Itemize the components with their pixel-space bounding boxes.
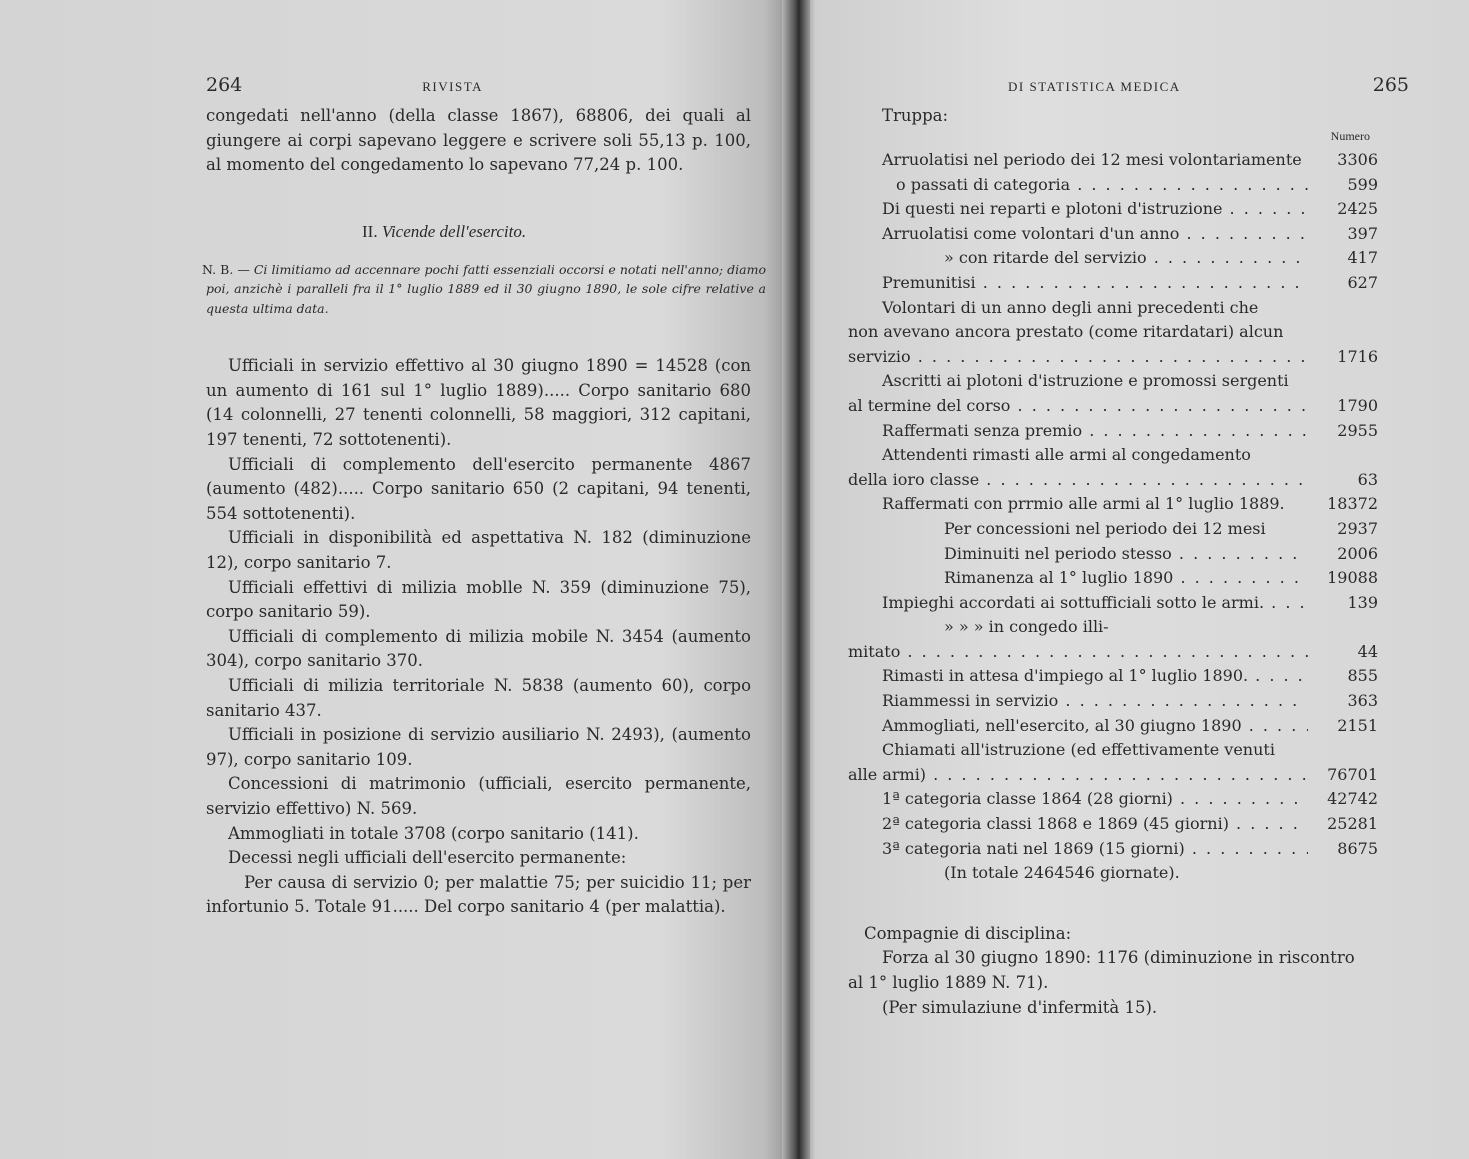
left-running-title: RIVISTA bbox=[422, 79, 484, 94]
row-value: 627 bbox=[1347, 272, 1378, 292]
row-label: 1ª categoria classe 1864 (28 giorni) . . . bbox=[848, 787, 1308, 812]
row-label: Ascritti ai plotoni d'istruzione e promossi sergenti bbox=[882, 371, 1289, 391]
row-value: 3306 bbox=[1337, 150, 1378, 169]
row-label: mitato . . . bbox=[848, 640, 1308, 665]
stats-table bbox=[848, 148, 1378, 886]
table-row bbox=[848, 714, 1378, 739]
row-label: Raffermati con prrmio alle armi al 1° luglio 1889. bbox=[882, 494, 1285, 514]
section-number: II. bbox=[362, 221, 378, 241]
table-row bbox=[848, 615, 1378, 640]
table-row bbox=[848, 246, 1378, 271]
table-row bbox=[848, 517, 1378, 542]
row-label: non avevano ancora prestato (come ritardatari) alcun bbox=[848, 322, 1284, 342]
table-row bbox=[848, 320, 1378, 345]
paragraph: Ufficiali di complemento di milizia mobile N. 3454 (aumento 304), corpo sanitario 370. bbox=[206, 626, 751, 671]
row-value: 2937 bbox=[1337, 518, 1378, 538]
row-value: 25281 bbox=[1327, 814, 1378, 834]
row-label: Diminuiti nel periodo stesso . . . bbox=[848, 542, 1308, 567]
nb-text: Ci limitiamo ad accennare pochi fatti essenziali occorsi e notati nell'anno; diamo poi, anzichè i paralleli fra il 1° luglio 1889 ed il 30 giugno 1890, le sole cifre relative a questa ultima data. bbox=[206, 261, 766, 316]
paragraph: Ammogliati in totale 3708 (corpo sanitario (141). bbox=[228, 823, 639, 843]
table-row bbox=[848, 271, 1378, 296]
row-value: 1716 bbox=[1337, 346, 1378, 366]
paragraph: Ufficiali di milizia territoriale N. 5838 (aumento 60), corpo sanitario 437. bbox=[206, 676, 751, 720]
right-page bbox=[800, 0, 1469, 1159]
row-label: Chiamati all'istruzione (ed effettivamente venuti bbox=[882, 740, 1275, 760]
table-row bbox=[848, 837, 1378, 862]
row-label: Arruolatisi come volontari d'un anno . . . bbox=[848, 222, 1308, 247]
numero-header: Numero bbox=[1330, 129, 1370, 143]
row-value: 2151 bbox=[1337, 715, 1378, 735]
left-text-block bbox=[202, 104, 766, 920]
table-row bbox=[848, 787, 1378, 812]
row-label: » con ritarde del servizio . . . bbox=[848, 246, 1308, 271]
row-label: Ammogliati, nell'esercito, al 30 giugno 1890 . . . bbox=[848, 714, 1308, 739]
paragraph: Ufficiali in servizio effettivo al 30 giugno 1890 = 14528 (con un aumento di 161 sul 1° luglio 1889)..... Corpo sanitario 680 (14 colonnelli, 27 tenenti colonnelli, 58 maggiori, 312 capitani, 197 tenenti, 72 sottotenenti). bbox=[206, 356, 751, 450]
row-label: alle armi) . . . bbox=[848, 763, 1308, 788]
table-row bbox=[848, 419, 1378, 444]
row-value: 417 bbox=[1347, 248, 1378, 268]
row-value: 599 bbox=[1347, 174, 1378, 194]
left-page-number: 264 bbox=[206, 74, 243, 96]
row-label: 2ª categoria classi 1868 e 1869 (45 giorni) . . . bbox=[848, 812, 1308, 837]
paragraph: Decessi negli ufficiali dell'esercito permanente: bbox=[228, 848, 627, 868]
table-row bbox=[848, 591, 1378, 616]
table-row bbox=[848, 763, 1378, 788]
paragraph: Ufficiali in disponibilità ed aspettativa N. 182 (diminuzione 12), corpo sanitario 7. bbox=[206, 528, 751, 573]
table-row bbox=[848, 566, 1378, 591]
row-label: Premunitisi . . . bbox=[848, 271, 1308, 296]
table-row bbox=[848, 222, 1378, 247]
paragraph: Ufficiali effettivi di milizia moblle N. 359 (diminuzione 75), corpo sanitario 59). bbox=[206, 577, 751, 622]
row-value: 44 bbox=[1357, 641, 1378, 661]
row-label: Rimanenza al 1° luglio 1890 . . . bbox=[848, 566, 1308, 591]
table-row bbox=[848, 542, 1378, 567]
row-label: » » » in congedo illi- bbox=[944, 617, 1109, 637]
paragraph: Ufficiali in posizione di servizio ausiliario N. 2493), (aumento 97), corpo sanitario 109. bbox=[206, 725, 751, 769]
row-value: 1790 bbox=[1337, 395, 1378, 415]
row-label: della ioro classe . . . bbox=[848, 468, 1308, 493]
row-label: servizio . . . bbox=[848, 345, 1308, 370]
section-heading bbox=[362, 222, 760, 242]
row-label: Rimasti in attesa d'impiego al 1° luglio 1890. . . . bbox=[848, 664, 1308, 689]
table-row bbox=[848, 148, 1378, 173]
row-label: Volontari di un anno degli anni precedenti che bbox=[882, 297, 1259, 317]
table-row bbox=[848, 664, 1378, 689]
nb-label: N. B. — bbox=[202, 261, 250, 277]
table-row bbox=[848, 369, 1378, 394]
row-label: Impieghi accordati ai sottufficiali sotto le armi. . . . bbox=[848, 591, 1308, 616]
paragraph: Ufficiali di complemento dell'esercito permanente 4867 (aumento (482)..... Corpo sanitario 650 (2 capitani, 94 tenenti, 554 sottotenenti). bbox=[206, 454, 751, 523]
discipline-line: (Per simulaziune d'infermità 15). bbox=[882, 997, 1158, 1017]
row-value: 2425 bbox=[1337, 199, 1378, 219]
table-row bbox=[848, 173, 1378, 198]
row-value: 42742 bbox=[1327, 789, 1378, 809]
discipline-title: Compagnie di disciplina: bbox=[864, 923, 1072, 943]
nota-bene bbox=[202, 260, 766, 319]
row-label: Raffermati senza premio . . . bbox=[848, 419, 1308, 444]
discipline-line: Forza al 30 giugno 1890: 1176 (diminuzione in riscontro bbox=[882, 948, 1355, 968]
intro-paragraph: congedati nell'anno (della classe 1867), 68806, dei quali al giungere ai corpi sapevano leggere e scrivere soli 55,13 p. 100, al momento del congedamento lo sapevano 77,24 p. 100. bbox=[206, 106, 751, 175]
row-value: 19088 bbox=[1327, 568, 1378, 588]
row-label: al termine del corso . . . bbox=[848, 394, 1308, 419]
paragraph: Concessioni di matrimonio (ufficiali, esercito permanente, servizio effettivo) N. 569. bbox=[206, 774, 751, 818]
row-value: 363 bbox=[1347, 691, 1378, 711]
discipline-block bbox=[848, 922, 1409, 1020]
table-row bbox=[848, 443, 1378, 468]
table-row bbox=[848, 640, 1378, 665]
right-page-number: 265 bbox=[1372, 74, 1409, 96]
row-label: Di questi nei reparti e plotoni d'istruzione . . . bbox=[848, 197, 1308, 222]
left-running-head bbox=[206, 74, 746, 96]
row-value: 855 bbox=[1347, 666, 1378, 686]
row-value: 139 bbox=[1347, 592, 1378, 612]
table-row bbox=[848, 394, 1378, 419]
table-row bbox=[848, 492, 1378, 517]
right-running-title: DI STATISTICA MEDICA bbox=[1008, 79, 1181, 94]
row-label: Riammessi in servizio . . . bbox=[848, 689, 1308, 714]
right-running-head bbox=[848, 74, 1409, 96]
row-value: 76701 bbox=[1327, 764, 1378, 784]
table-row bbox=[848, 296, 1378, 321]
table-row bbox=[848, 468, 1378, 493]
section-title: Vicende dell'esercito. bbox=[381, 221, 527, 241]
table-row bbox=[848, 861, 1378, 886]
table-row bbox=[848, 345, 1378, 370]
table-row bbox=[848, 812, 1378, 837]
row-label: Arruolatisi nel periodo dei 12 mesi volontariamente bbox=[882, 150, 1302, 169]
table-row bbox=[848, 197, 1378, 222]
row-value: 397 bbox=[1347, 223, 1378, 243]
row-value: 2006 bbox=[1337, 543, 1378, 563]
row-value: 8675 bbox=[1337, 838, 1378, 858]
troop-label: Truppa: bbox=[882, 106, 949, 125]
row-label: Attendenti rimasti alle armi al congedamento bbox=[882, 445, 1251, 465]
discipline-line: al 1° luglio 1889 N. 71). bbox=[848, 973, 1049, 992]
row-label: 3ª categoria nati nel 1869 (15 giorni) . . . bbox=[848, 837, 1308, 862]
last-paragraph: Per causa di servizio 0; per malattie 75; per suicidio 11; per infortunio 5. Totale 91..... Del corpo sanitario 4 (per malattia). bbox=[206, 872, 751, 917]
table-row bbox=[848, 738, 1378, 763]
row-value: 63 bbox=[1357, 469, 1378, 489]
table-row bbox=[848, 689, 1378, 714]
row-label: (In totale 2464546 giornate). bbox=[944, 863, 1180, 883]
row-value: 18372 bbox=[1327, 494, 1378, 514]
row-value: 2955 bbox=[1337, 420, 1378, 440]
row-label: o passati di categoria . . . bbox=[848, 173, 1308, 198]
row-label: Per concessioni nel periodo dei 12 mesi bbox=[944, 518, 1266, 538]
